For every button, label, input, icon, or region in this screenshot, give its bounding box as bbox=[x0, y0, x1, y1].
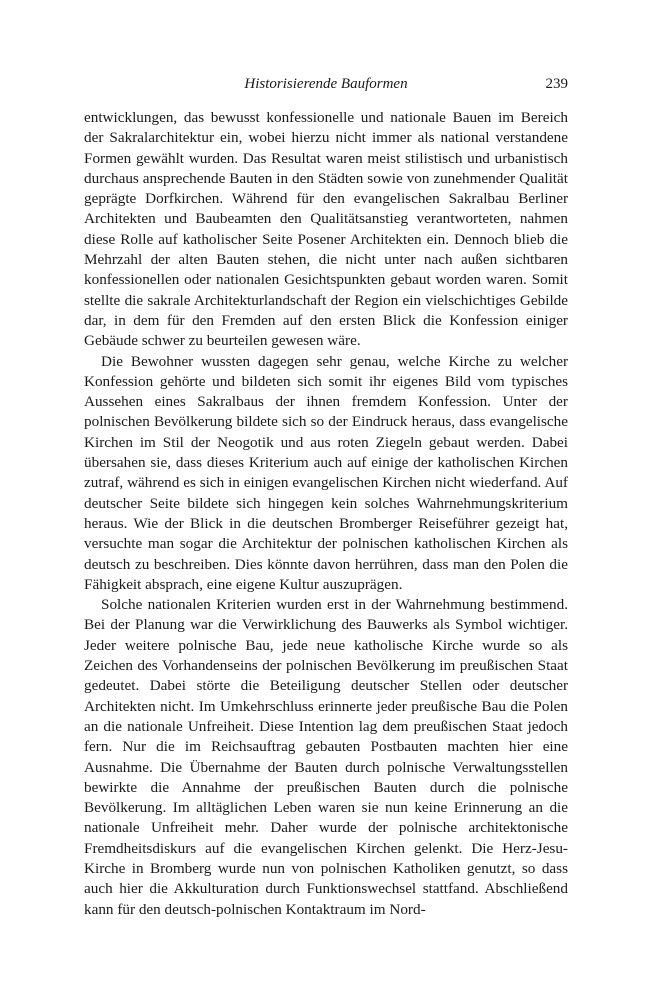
body-text bbox=[84, 108, 568, 920]
running-title: Historisierende Bauformen bbox=[244, 76, 408, 92]
running-header bbox=[84, 76, 568, 98]
paragraph-continued: entwicklungen, das bewusst konfessionelle und nationale Bauen im Bereich der Sakralarchitektur ein, wobei hierzu nicht immer als national verstandene Formen gewählt wurden. Das Resultat waren meist stilistisch und urbanistisch durchaus ansprechende Bauten in den Städten sowie von zunehmender Qualität geprägte Dorfkirchen. Während für den evangelischen Sakralbau Berliner Architekten und Baubeamten den Qualitätsanstieg verantworteten, nahmen diese Rolle auf katholischer Seite Posener Architekten ein. Dennoch blieb die Mehrzahl der alten Bauten stehen, die nicht unter nach außen sichtbaren konfessionellen oder nationalen Gesichtspunkten gebaut worden waren. Somit stellte die sakrale Architekturlandschaft der Region ein vielschichtiges Gebilde dar, in dem für den Fremden auf den ersten Blick die Konfession einiger Gebäude schwer zu beurteilen gewesen wäre. bbox=[84, 109, 568, 350]
book-page bbox=[84, 76, 568, 920]
paragraph: Die Bewohner wussten dagegen sehr genau, welche Kirche zu welcher Konfession gehörte und bildeten sich somit ihr eigenes Bild vom typisches Aussehen eines Sakralbaus der ihnen fremdem Konfession. Unter der polnischen Bevölkerung bildete sich so der Eindruck heraus, dass evangelische Kirchen im Stil der Neogotik und aus roten Ziegeln gebaut werden. Dabei übersahen sie, dass dieses Kriterium auch auf einige der katholischen Kirchen zutraf, während es sich in einigen evangelischen Kirchen nicht wiederfand. Auf deutscher Seite bildete sich hingegen kein solches Wahrnehmungskriterium heraus. Wie der Blick in die deutschen Bromberger Reiseführer gezeigt hat, versuchte man sogar die Architektur der polnischen katholischen Kirchen als deutsch zu beschreiben. Dies könnte davon herrühren, dass man den Polen die Fähigkeit absprach, eine eigene Kultur auszuprägen. bbox=[84, 352, 568, 593]
paragraph: Solche nationalen Kriterien wurden erst in der Wahrnehmung bestimmend. Bei der Planung war die Verwirklichung des Bauwerks als Symbol wichtiger. Jeder weitere polnische Bau, jede neue katholische Kirche wurde so als Zeichen des Vorhandenseins der polnischen Bevölkerung im preußischen Staat gedeutet. Dabei störte die Beteiligung deutscher Stellen oder deutscher Architekten nicht. Im Umkehrschluss erinnerte jeder preußische Bau die Polen an die nationale Unfreiheit. Diese Intention lag dem preußischen Staat jedoch fern. Nur die im Reichsauftrag gebauten Postbauten machten hier eine Ausnahme. Die Übernahme der Bauten durch polnische Verwaltungsstellen bewirkte die Annahme der preußischen Bauten durch die polnische Bevölkerung. Im alltäglichen Leben waren sie nun keine Erinnerung an die nationale Unfreiheit mehr. Daher wurde der polnische architektonische Fremdheitsdiskurs auf die evangelischen Kirchen gelenkt. Die Herz-Jesu-Kirche in Bromberg wurde nun von polnischen Katholiken genutzt, so dass auch hier die Akkulturation durch Funktionswechsel stattfand. Abschließend kann für den deutsch-polnischen Kontaktraum im Nord- bbox=[84, 596, 568, 918]
page-number: 239 bbox=[545, 76, 568, 92]
